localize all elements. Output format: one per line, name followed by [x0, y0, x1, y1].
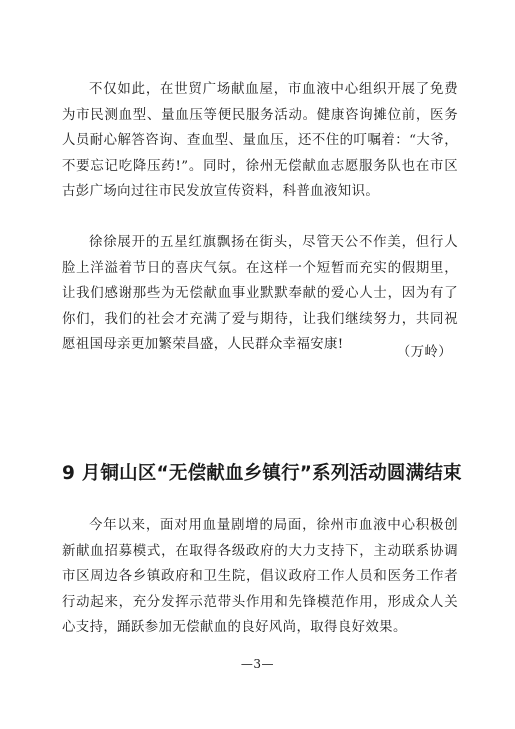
article1-paragraph-1: 不仅如此，在世贸广场献血屋，市血液中心组织开展了免费为市民测血型、量血压等便民服务活动。健康咨询摊位前，医务人员耐心解答咨询、查血型、量血压，还不住的叮嘱着：“大爷，不要忘记吃降压药!”。同时，徐州无偿献血志愿服务队也在市区古彭广场向过往市民发放宣传资料，科普血液知识。	[62, 82, 458, 200]
article1-paragraph-2: 徐徐展开的五星红旗飘扬在街头，尽管天公不作美，但行人脸上洋溢着节日的喜庆气氛。在这样一个短暂而充实的假期里，让我们感谢那些为无偿献血事业默默奉献的爱心人士，因为有了你们，我们的社会才充满了爱与期待，让我们继续努力，共同祝愿祖国母亲更加繁荣昌盛，人民群众幸福安康!	[62, 235, 458, 353]
article2-title: 9 月铜山区“无偿献血乡镇行”系列活动圆满结束	[62, 463, 462, 484]
article2-paragraph-1: 今年以来，面对用血量剧增的局面，徐州市血液中心积极创新献血招募模式，在取得各级政府的大力支持下，主动联系协调市区周边各乡镇政府和卫生院，倡议政府工作人员和医务工作者行动起来，充分发挥示范带头作用和先锋模范作用，形成众人关心支持，踊跃参加无偿献血的良好风尚，取得良好效果。	[62, 518, 458, 636]
page-number: —3—	[240, 657, 275, 671]
article1-signature: （万岭）	[396, 345, 452, 360]
